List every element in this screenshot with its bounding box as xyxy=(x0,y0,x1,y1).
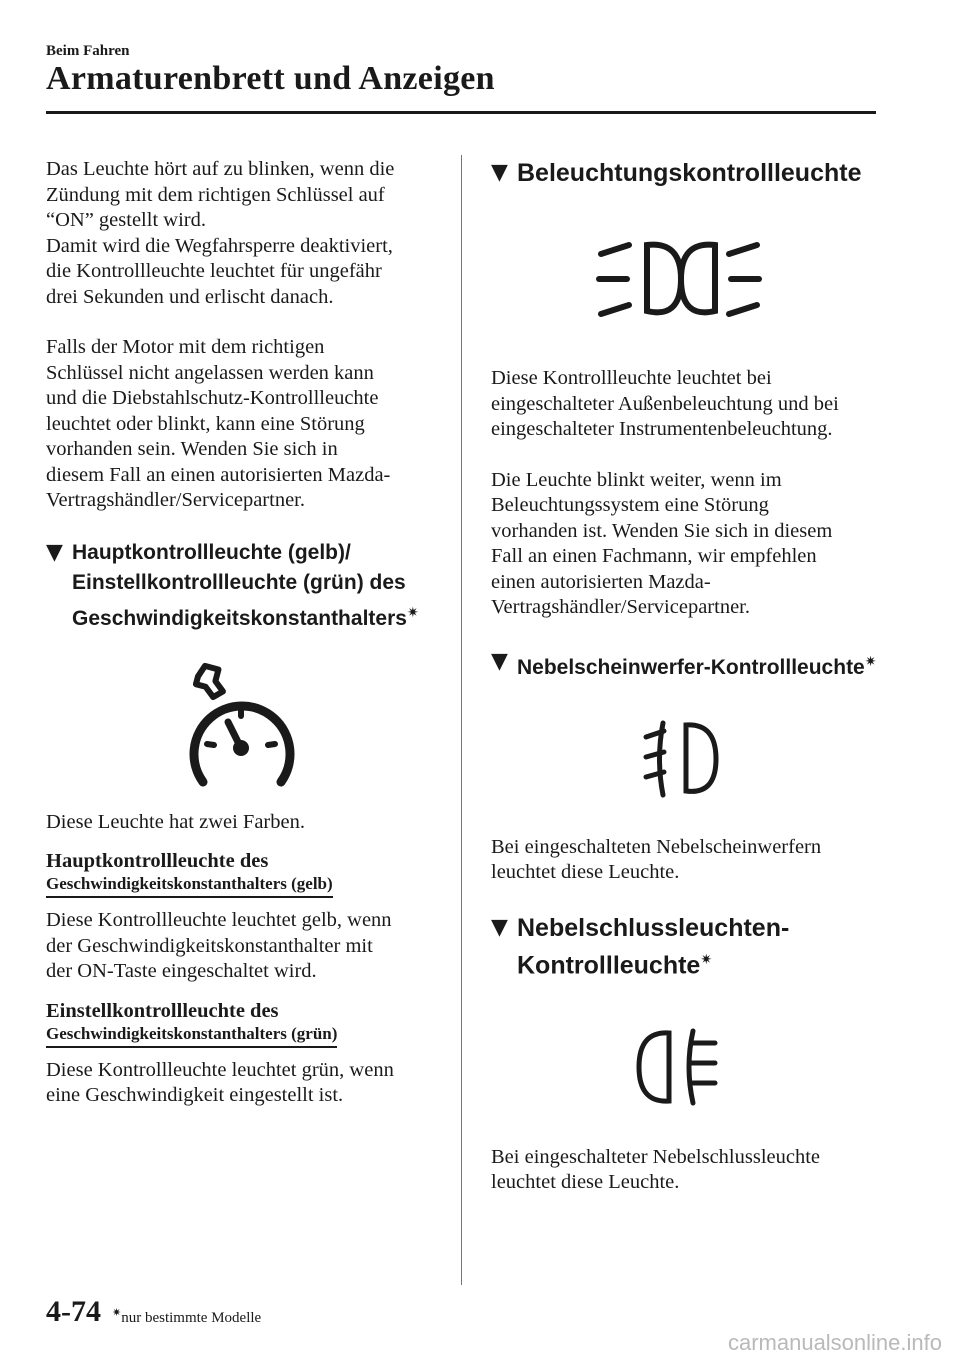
main-indicator-heading: Hauptkontrollleuchte des xyxy=(46,850,269,872)
set-indicator-subheading: Geschwindigkeitskonstanthalters (grün) xyxy=(46,1023,337,1048)
set-indicator-heading: Einstellkontrollleuchte des xyxy=(46,999,279,1022)
right-column xyxy=(491,157,886,1196)
asterisk-icon: ✷ xyxy=(700,951,713,968)
immobilizer-paragraph-2: Falls der Motor mit dem richtigen Schlüssel nicht angelassen werden kann und die Diebstahlschutz-Kontrollleuchte leuchtet oder blinkt, kann eine Störung vorhanden sein. Wenden Sie sich in diesem Fall an einen autorisierten Mazda- Vertragshändler/Servicepartner. xyxy=(46,336,391,511)
lights-text-2: Die Leuchte blinkt weiter, wenn im Beleuchtungssystem eine Störung vorhanden ist. Wenden Sie sich in diesem Fall an einen Fachmann, wir empfehlen einen autorisierten Mazda- Vertragshändler/Servicepartner. xyxy=(491,468,833,618)
asterisk-icon: ✷ xyxy=(864,653,877,670)
asterisk-icon: ✷ xyxy=(112,1306,122,1319)
fog-heading: ▼ Nebelscheinwerfer-Kontrollleuchte✷ xyxy=(491,648,877,679)
page-number: 4-74 xyxy=(46,1295,101,1328)
triangle-bullet-icon: ▼ xyxy=(491,160,508,185)
rear-fog-icon xyxy=(471,1027,886,1107)
triangle-bullet-icon: ▼ xyxy=(491,648,508,674)
triangle-bullet-icon: ▼ xyxy=(491,914,508,940)
rear-fog-text: Bei eingeschalteter Nebelschlussleuchte leuchtet diese Leuchte. xyxy=(491,1145,821,1194)
fog-text: Bei eingeschalteten Nebelscheinwerfern leuchtet diese Leuchte. xyxy=(491,835,822,883)
main-indicator-subheading: Geschwindigkeitskonstanthalters (gelb) xyxy=(46,873,333,898)
cruise-heading: ▼ Hauptkontrollleuchte (gelb)/ Einstellkontrollleuchte (grün) des Geschwindigkeitskonstanthalters✷ xyxy=(46,539,419,630)
set-indicator-text: Diese Kontrollleuchte leuchtet grün, wenn eine Geschwindigkeit eingestellt ist. xyxy=(46,1058,394,1106)
two-colors-text: Diese Leuchte hat zwei Farben. xyxy=(46,810,305,833)
cruise-control-icon xyxy=(36,660,446,790)
watermark: carmanualsonline.info xyxy=(727,1330,942,1355)
lights-heading: ▼ Beleuchtungskontrollleuchte xyxy=(491,159,862,187)
asterisk-icon: ✷ xyxy=(406,604,419,621)
main-indicator-text: Diese Kontrollleuchte leuchtet gelb, wenn der Geschwindigkeitskonstanthalter mit der ON-Taste eingeschaltet wird. xyxy=(46,909,392,982)
section-label: Beim Fahren xyxy=(46,43,130,59)
left-column xyxy=(46,157,446,1109)
triangle-bullet-icon: ▼ xyxy=(46,539,63,565)
column-divider xyxy=(461,155,462,1285)
chapter-title: Armaturenbrett und Anzeigen xyxy=(46,60,495,97)
footnote: ✷nur bestimmte Modelle xyxy=(112,1306,262,1326)
headlight-indicator-icon xyxy=(471,237,886,322)
rear-fog-heading: ▼ Nebelschlussleuchten- Kontrollleuchte✷ xyxy=(491,913,790,979)
header-rule xyxy=(46,111,876,114)
front-fog-icon xyxy=(471,719,886,799)
immobilizer-paragraph-1: Das Leuchte hört auf zu blinken, wenn die Zündung mit dem richtigen Schlüssel auf “ON” gestellt wird. Damit wird die Wegfahrsperre deaktiviert, die Kontrollleuchte leuchtet für ungefähr drei Sekunden und erlischt danach. xyxy=(46,158,395,308)
lights-text-1: Diese Kontrollleuchte leuchtet bei eingeschalteter Außenbeleuchtung und bei eingeschalteter Instrumentenbeleuchtung. xyxy=(491,367,839,440)
